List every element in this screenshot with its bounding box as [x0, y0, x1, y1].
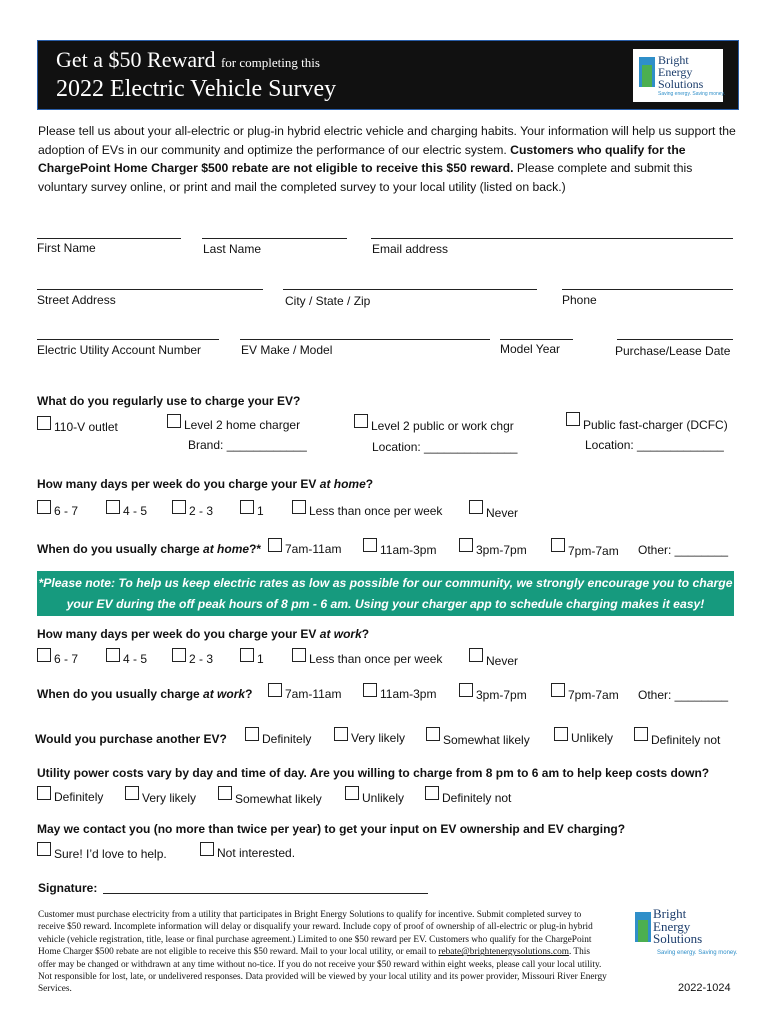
- bright-energy-logo-footer: Bright Energy Solutions Saving energy. Saving money.: [633, 908, 733, 963]
- ev-make-model-label: EV Make / Model: [241, 343, 333, 357]
- checkbox[interactable]: [354, 414, 368, 428]
- dcfc-location-field[interactable]: Location: _____________: [585, 438, 724, 452]
- tou-definitely-not[interactable]: Definitely not: [425, 788, 511, 805]
- first-name-field[interactable]: [37, 238, 181, 239]
- checkbox[interactable]: [37, 500, 51, 514]
- checkbox[interactable]: [106, 500, 120, 514]
- contact-not-interested[interactable]: Not interested.: [200, 844, 295, 860]
- purchase-date-field[interactable]: [617, 339, 733, 340]
- email-label: Email address: [372, 242, 449, 256]
- checkbox[interactable]: [554, 727, 568, 741]
- signature-field[interactable]: [103, 893, 428, 894]
- purchase-unlikely[interactable]: Unlikely: [554, 729, 613, 745]
- purchase-very-likely[interactable]: Very likely: [334, 729, 405, 745]
- first-name-label: First Name: [37, 241, 96, 255]
- checkbox[interactable]: [363, 538, 377, 552]
- tou-unlikely[interactable]: Unlikely: [345, 788, 404, 805]
- phone-field[interactable]: [562, 289, 733, 290]
- checkbox[interactable]: [566, 412, 580, 426]
- checkbox[interactable]: [37, 648, 51, 662]
- time-work-7am-11am[interactable]: 7am-11am: [268, 685, 341, 701]
- days-home-question: How many days per week do you charge your EV at home?: [37, 477, 374, 491]
- days-work-1[interactable]: 1: [240, 650, 264, 666]
- intro-eligibility-note: Customers who qualify for the ChargePoint Home Charger $500 rebate are not eligible to receive this $50 reward.: [38, 142, 686, 175]
- days-work-less-than-once[interactable]: Less than once per week: [292, 650, 442, 666]
- purchase-somewhat-likely[interactable]: Somewhat likely: [426, 729, 530, 747]
- checkbox[interactable]: [459, 538, 473, 552]
- contact-question: May we contact you (no more than twice per year) to get your input on EV ownership and EV charging?: [37, 822, 626, 836]
- checkbox[interactable]: [240, 500, 254, 514]
- checkbox[interactable]: [172, 500, 186, 514]
- bright-energy-logo: Bright Energy Solutions Saving energy. Saving money.: [633, 49, 723, 102]
- time-work-other-field[interactable]: Other: ________: [638, 688, 729, 702]
- ev-make-model-field[interactable]: [240, 339, 490, 340]
- charge-dcfc-option[interactable]: Public fast-charger (DCFC): [566, 414, 728, 432]
- off-peak-note: *Please note: To help us keep electric rates as low as possible for our community, we strongly encourage you to charge your EV during the off peak hours of 8 pm - 6 am. Using your charger app to schedule charging makes it easy!: [37, 571, 734, 616]
- checkbox[interactable]: [363, 683, 377, 697]
- last-name-label: Last Name: [203, 242, 262, 256]
- checkbox[interactable]: [469, 648, 483, 662]
- charge-level2-home-option[interactable]: Level 2 home charger: [167, 416, 300, 432]
- form-code: 2022-1024: [678, 982, 731, 994]
- city-state-zip-field[interactable]: [283, 289, 537, 290]
- checkbox[interactable]: [634, 727, 648, 741]
- home-charger-brand-field[interactable]: Brand: ____________: [188, 438, 307, 452]
- time-work-3pm-7pm[interactable]: 3pm-7pm: [459, 685, 527, 702]
- days-home-2-3[interactable]: 2 - 3: [172, 502, 213, 518]
- time-work-7pm-7am[interactable]: 7pm-7am: [551, 685, 619, 702]
- checkbox[interactable]: [268, 683, 282, 697]
- street-address-label: Street Address: [37, 293, 116, 307]
- charge-type-question: What do you regularly use to charge your EV?: [37, 394, 301, 408]
- checkbox[interactable]: [37, 416, 51, 430]
- checkbox[interactable]: [459, 683, 473, 697]
- signature-label: Signature:: [38, 881, 98, 895]
- checkbox[interactable]: [37, 842, 51, 856]
- time-home-other-field[interactable]: Other: ________: [638, 543, 729, 557]
- checkbox[interactable]: [426, 727, 440, 741]
- tou-definitely[interactable]: Definitely: [37, 788, 103, 804]
- checkbox[interactable]: [240, 648, 254, 662]
- days-home-1[interactable]: 1: [240, 502, 264, 518]
- days-work-4-5[interactable]: 4 - 5: [106, 650, 147, 666]
- account-number-label: Electric Utility Account Number: [37, 343, 202, 357]
- checkbox[interactable]: [551, 683, 565, 697]
- fine-print: Customer must purchase electricity from a utility that participates in Bright Energy Solutions to qualify for incentive. Submit completed survey to receive $50 reward. Incomplete information will delay or disqualify your reward. Include copy of proof of ownership of all-electric or plug-in hybrid vehicle (vehicle registration, title, lease or final purchase agreement.) Limited to one $50 reward per EV. Customers who qualify for the ChargePoint Home Charger $500 rebate are not eligible to receive this $50 reward. Mail to your local utility, or email to rebate@brightenergysolutions.com. This offer may be changed or withdrawn at any time without no-tice. If you do not receive your $50 reward within eight weeks, please call your local utility. Not responsible for lost, late, or undelivered responses. Data provided will be viewed by your local utility and its power provider, Missouri River Energy Services.: [38, 910, 607, 995]
- days-work-6-7[interactable]: 6 - 7: [37, 650, 78, 666]
- phone-label: Phone: [562, 293, 597, 307]
- checkbox[interactable]: [469, 500, 483, 514]
- checkbox[interactable]: [106, 648, 120, 662]
- public-charger-location-field[interactable]: Location: ______________: [372, 440, 518, 454]
- time-home-7pm-7am[interactable]: 7pm-7am: [551, 540, 619, 558]
- days-home-4-5[interactable]: 4 - 5: [106, 502, 147, 518]
- checkbox[interactable]: [268, 538, 282, 552]
- purchase-again-question: Would you purchase another EV?: [35, 732, 227, 746]
- time-work-11am-3pm[interactable]: 11am-3pm: [363, 685, 436, 701]
- days-work-question: How many days per week do you charge your EV at work?: [37, 627, 370, 641]
- checkbox[interactable]: [292, 500, 306, 514]
- days-home-never[interactable]: Never: [469, 502, 518, 520]
- intro-paragraph: Please tell us about your all-electric or plug-in hybrid electric vehicle and charging habits. Your information will help us support the adoption of EVs in our community and optimize the performance of our electric system. Customers who qualify for the ChargePoint Home Charger $500 rebate are not eligible to receive this $50 reward. Please complete and submit this voluntary survey online, or print and mail the completed survey to your local utility (listed on back.): [38, 124, 736, 194]
- reward-amount: Get a $50 Reward: [56, 47, 216, 72]
- account-number-field[interactable]: [37, 339, 219, 340]
- contact-sure[interactable]: Sure! I’d love to help.: [37, 844, 167, 861]
- days-work-never[interactable]: Never: [469, 650, 518, 668]
- charge-110v-option[interactable]: 110-V outlet: [37, 418, 118, 434]
- checkbox[interactable]: [218, 786, 232, 800]
- time-home-7am-11am[interactable]: 7am-11am: [268, 540, 341, 556]
- tou-question: Utility power costs vary by day and time of day. Are you willing to charge from 8 pm to 6 am to help keep costs down?: [37, 766, 710, 780]
- model-year-field[interactable]: [500, 339, 573, 340]
- time-home-question: When do you usually charge at home?*: [37, 542, 262, 556]
- checkbox[interactable]: [292, 648, 306, 662]
- purchase-date-label: Purchase/Lease Date: [615, 344, 731, 358]
- logo-mark-icon: [639, 57, 655, 87]
- charge-level2-public-option[interactable]: Level 2 public or work chgr: [354, 416, 514, 433]
- tou-somewhat-likely[interactable]: Somewhat likely: [218, 788, 322, 806]
- checkbox[interactable]: [172, 648, 186, 662]
- checkbox[interactable]: [125, 786, 139, 800]
- tou-very-likely[interactable]: Very likely: [125, 788, 196, 805]
- checkbox[interactable]: [425, 786, 439, 800]
- checkbox[interactable]: [167, 414, 181, 428]
- checkbox[interactable]: [245, 727, 259, 741]
- survey-title: 2022 Electric Vehicle Survey: [56, 76, 337, 102]
- last-name-field[interactable]: [202, 238, 347, 239]
- time-work-question: When do you usually charge at work?: [37, 687, 253, 701]
- checkbox[interactable]: [37, 786, 51, 800]
- rebate-email-link[interactable]: rebate@brightenergysolutions.com: [438, 947, 569, 958]
- checkbox[interactable]: [345, 786, 359, 800]
- checkbox[interactable]: [334, 727, 348, 741]
- time-home-3pm-7pm[interactable]: 3pm-7pm: [459, 540, 527, 557]
- reward-subtext: for completing this: [220, 55, 320, 70]
- reward-headline: [56, 47, 320, 73]
- days-work-2-3[interactable]: 2 - 3: [172, 650, 213, 666]
- time-home-11am-3pm[interactable]: 11am-3pm: [363, 540, 436, 557]
- city-state-zip-label: City / State / Zip: [285, 294, 371, 308]
- purchase-definitely-not[interactable]: Definitely not: [634, 729, 720, 747]
- checkbox[interactable]: [551, 538, 565, 552]
- days-home-6-7[interactable]: 6 - 7: [37, 502, 78, 518]
- checkbox[interactable]: [200, 842, 214, 856]
- email-field[interactable]: [371, 238, 733, 239]
- model-year-label: Model Year: [500, 342, 561, 356]
- purchase-definitely[interactable]: Definitely: [245, 729, 311, 746]
- days-home-less-than-once[interactable]: Less than once per week: [292, 502, 442, 518]
- street-address-field[interactable]: [37, 289, 263, 290]
